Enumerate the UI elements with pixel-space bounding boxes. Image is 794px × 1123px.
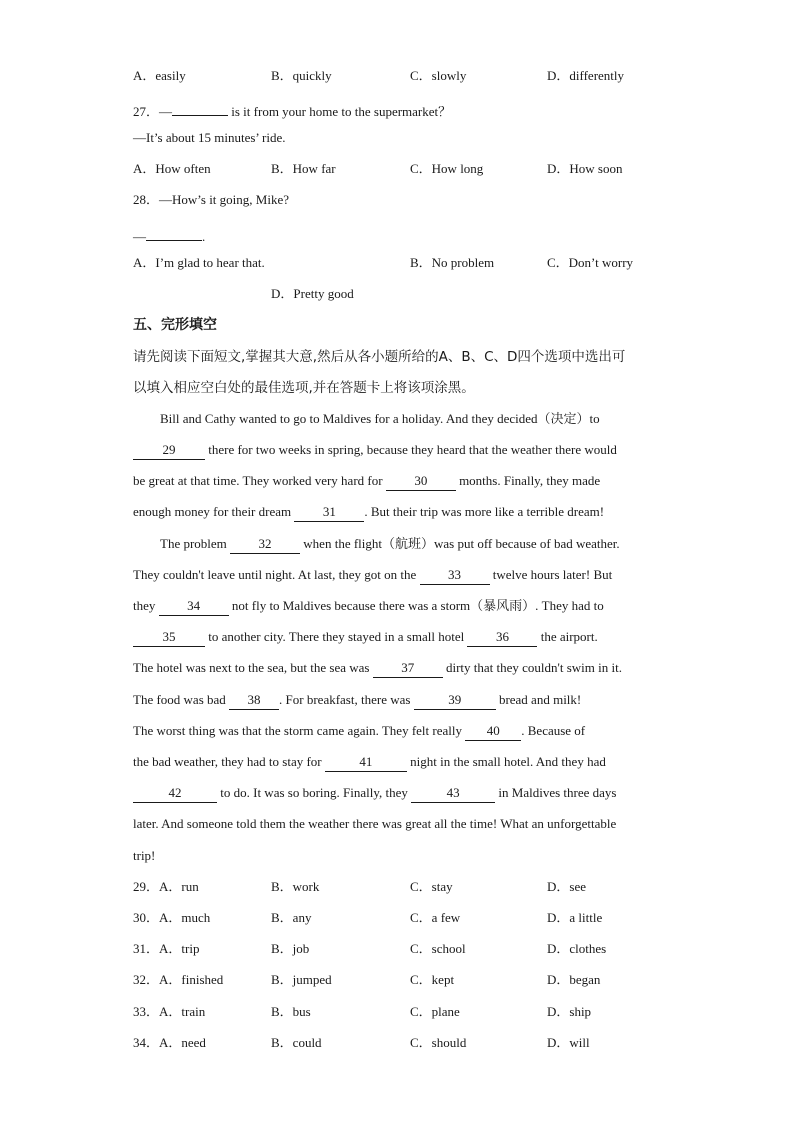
q27-option-c: C．How long: [410, 161, 484, 176]
passage-line-4: enough money for their dream 31 . But their trip was more like a terrible dream!: [133, 502, 604, 522]
q34-options: [0, 1033, 794, 1053]
q30-options: [0, 908, 794, 928]
q27-blank: [172, 97, 228, 116]
section-instruction-2: 以填入相应空白处的最佳选项,并在答题卡上将该项涂黑。: [133, 380, 475, 396]
q32-option-c: C．kept: [410, 972, 455, 987]
q28-blank: [146, 222, 202, 241]
q30-option-c: C．a few: [410, 910, 461, 925]
q30-option-d: D．a little: [547, 910, 603, 925]
passage-line-9: The hotel was next to the sea, but the sea was 37 dirty that they couldn't swim in it.: [133, 658, 622, 678]
q28-option-c: C．Don’t worry: [547, 255, 634, 270]
passage-line-2: 29 there for two weeks in spring, because they heard that the weather there would: [133, 440, 617, 460]
q29-options: [0, 877, 794, 897]
q31-option-d: D．clothes: [547, 941, 607, 956]
blank-39: 39: [414, 691, 496, 710]
blank-42: 42: [133, 784, 217, 803]
passage-line-10: The food was bad 38 . For breakfast, there was 39 bread and milk!: [133, 690, 581, 710]
q31-option-b: B．job: [271, 941, 310, 956]
passage-line-8: 35 to another city. There they stayed in a small hotel 36 the airport.: [133, 627, 598, 647]
passage-line-11: The worst thing was that the storm came again. They felt really 40 . Because of: [133, 721, 585, 741]
q28-option-b: B．No problem: [410, 255, 495, 270]
q30-option-b: B．any: [271, 910, 312, 925]
q28-question: 28．—How’s it going, Mike?: [133, 192, 289, 207]
q29-option-c: C．stay: [410, 879, 453, 894]
blank-40: 40: [465, 722, 521, 741]
section-instruction-1: 请先阅读下面短文,掌握其大意,然后从各小题所给的A、B、C、D四个选项中选出可: [133, 349, 626, 365]
q27-question: 27．— is it from your home to the supermarket？: [133, 97, 451, 117]
blank-37: 37: [373, 659, 443, 678]
q34-option-a: 34．A．need: [133, 1035, 206, 1050]
q28-option-a: A．I’m glad to hear that.: [133, 255, 265, 270]
q27-option-a: A．How often: [133, 161, 211, 176]
q32-options: [0, 970, 794, 990]
passage-line-15: trip!: [133, 848, 156, 863]
q31-option-c: C．school: [410, 941, 466, 956]
q27-answer: —It’s about 15 minutes’ ride.: [133, 130, 286, 145]
q32-option-b: B．jumped: [271, 972, 332, 987]
blank-41: 41: [325, 753, 407, 772]
q26-option-b: B．quickly: [271, 68, 332, 83]
blank-31: 31: [294, 503, 364, 522]
q30-option-a: 30．A．much: [133, 910, 211, 925]
blank-38: 38: [229, 691, 279, 710]
passage-line-6: They couldn't leave until night. At last, they got on the 33 twelve hours later! But: [133, 565, 612, 585]
q34-option-d: D．will: [547, 1035, 590, 1050]
q27-options: [0, 159, 794, 179]
q32-option-d: D．began: [547, 972, 601, 987]
passage-line-7: they 34 not fly to Maldives because there was a storm（暴风雨）. They had to: [133, 596, 604, 616]
passage-line-5: The problem 32 when the flight（航班）was put off because of bad weather.: [160, 534, 620, 554]
q28-options-row1: [0, 253, 794, 273]
q26-options: [0, 66, 794, 86]
q28-answer: — .: [133, 222, 205, 242]
blank-34: 34: [159, 597, 229, 616]
q34-option-b: B．could: [271, 1035, 322, 1050]
passage-line-13: 42 to do. It was so boring. Finally, they 43 in Maldives three days: [133, 783, 616, 803]
blank-36: 36: [467, 628, 537, 647]
blank-33: 33: [420, 566, 490, 585]
q26-option-c: C．slowly: [410, 68, 467, 83]
q26-option-a: A．easily: [133, 68, 186, 83]
q28-option-d: D．Pretty good: [271, 286, 354, 301]
q26-option-d: D．differently: [547, 68, 625, 83]
blank-29: 29: [133, 441, 205, 460]
q33-option-a: 33．A．train: [133, 1004, 206, 1019]
q28-options-row2: [0, 284, 794, 304]
blank-35: 35: [133, 628, 205, 647]
q31-options: [0, 939, 794, 959]
section-title: 五、完形填空: [133, 317, 217, 333]
blank-43: 43: [411, 784, 495, 803]
passage-line-14: later. And someone told them the weather there was great all the time! What an unforgettable: [133, 816, 617, 831]
q32-option-a: 32．A．finished: [133, 972, 224, 987]
passage-line-1: Bill and Cathy wanted to go to Maldives for a holiday. And they decided（决定）to: [160, 411, 600, 426]
q27-option-b: B．How far: [271, 161, 336, 176]
blank-30: 30: [386, 472, 456, 491]
q33-option-b: B．bus: [271, 1004, 311, 1019]
q34-option-c: C．should: [410, 1035, 467, 1050]
q29-option-d: D．see: [547, 879, 586, 894]
q33-option-c: C．plane: [410, 1004, 460, 1019]
q29-option-b: B．work: [271, 879, 320, 894]
passage-line-12: the bad weather, they had to stay for 41 night in the small hotel. And they had: [133, 752, 606, 772]
q27-option-d: D．How soon: [547, 161, 623, 176]
q29-option-a: 29．A．run: [133, 879, 199, 894]
passage-line-3: be great at that time. They worked very hard for 30 months. Finally, they made: [133, 471, 600, 491]
blank-32: 32: [230, 535, 300, 554]
q31-option-a: 31．A．trip: [133, 941, 200, 956]
q33-options: [0, 1002, 794, 1022]
q33-option-d: D．ship: [547, 1004, 592, 1019]
